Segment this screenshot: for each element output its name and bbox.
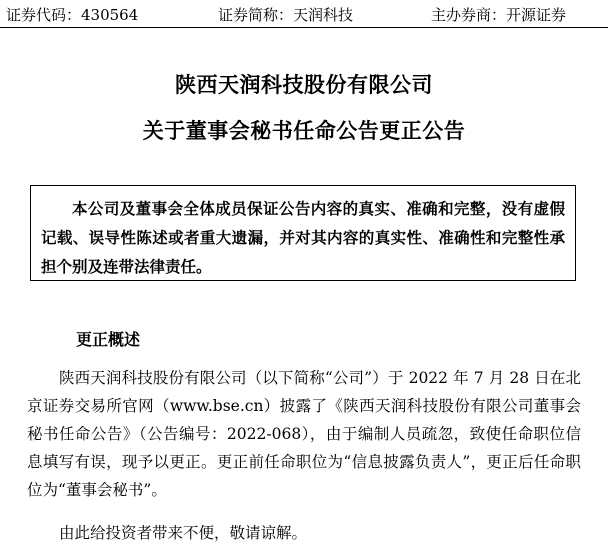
sponsor-broker: 主办券商：开源证券 (431, 6, 567, 24)
correction-paragraph: 陕西天润科技股份有限公司（以下简称“公司”）于 2022 年 7 月 28 日在北京证券交易所官网（www.bse.cn）披露了《陕西天润科技股份有限公司董事会秘书任命公告》（公告编号：2022-068），由于编制人员疏忽，致使任命职位信息填写有误，现予以更正。更正前任命职位为“信息披露负责人”，更正后任命职位为“董事会秘书”。 (27, 369, 581, 499)
closing-statement: 由此给投资者带来不便，敬请谅解。 (59, 524, 308, 542)
document-header (0, 4, 608, 26)
header-divider (0, 27, 608, 28)
document-title-subject: 关于董事会秘书任命公告更正公告 (142, 118, 466, 143)
board-guarantee-notice: 本公司及董事会全体成员保证公告内容的真实、准确和完整，没有虚假记载、误导性陈述或者重大遗漏，并对其内容的真实性、准确性和完整性承担个别及连带法律责任。 (30, 185, 576, 281)
section-heading: 更正概述 (76, 330, 141, 349)
security-code: 证券代码：430564 (6, 6, 139, 24)
security-abbreviation: 证券简称：天润科技 (218, 6, 354, 24)
document-title-company: 陕西天润科技股份有限公司 (175, 72, 433, 97)
